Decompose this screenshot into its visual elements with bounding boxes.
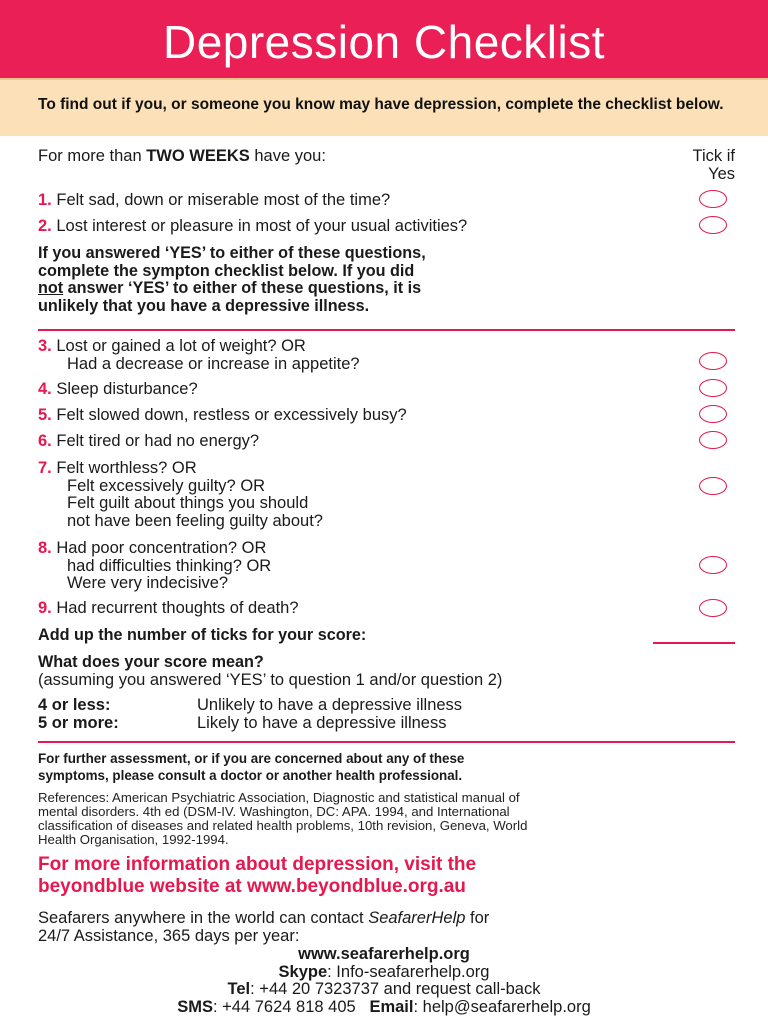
tick-circle-4[interactable] [699,379,727,397]
instruction-rest: answer ‘YES’ to either of these questions, it is [63,279,422,297]
question-text: Felt excessively guilty? OR [67,476,266,495]
tick-circle-6[interactable] [699,431,727,449]
score-meaning-heading: What does your score mean? [38,653,264,671]
question-text: Felt guilt about things you should [67,494,309,512]
question-text: Felt tired or had no energy? [56,432,260,450]
score-input-line[interactable] [653,642,735,644]
further-line: symptoms, please consult a doctor or another health professional. [38,768,463,783]
question-text: Sleep disturbance? [56,380,198,398]
skype-value: : Info-seafarerhelp.org [327,962,490,981]
tick-circle-8[interactable] [699,556,727,574]
instruction-line: If you answered ‘YES’ to either of these questions, [38,244,426,262]
seafarers-text: Seafarers anywhere in the world can contact [38,909,369,927]
further-assessment [38,750,738,784]
email-label: Email [369,997,414,1016]
tel-label: Tel [227,980,251,998]
reference-line: classification of diseases and related health problems, 10th revision, Geneva, World [38,818,528,833]
score-range-label: 5 or more: [38,714,119,732]
score-meaning-note: (assuming you answered ‘YES’ to question 1 and/or question 2) [38,671,503,689]
symptom-3 [38,338,360,373]
section-divider [38,741,735,743]
question-text: Were very indecisive? [67,574,229,592]
score-range-desc: Unlikely to have a depressive illness [197,696,463,714]
question-text: Lost interest or pleasure in most of your usual activities? [56,217,468,235]
contact-block [0,946,768,1016]
score-range-desc: Likely to have a depressive illness [197,714,447,732]
seafarers-text: 24/7 Assistance, 365 days per year: [38,926,300,945]
question-number: 4. [38,380,52,398]
symptom-5 [38,407,407,425]
question-text: Felt sad, down or miserable most of the time? [56,191,391,209]
instruction-line [38,280,738,298]
email-value[interactable]: : help@seafarerhelp.org [413,997,591,1016]
prompt-text-end: have you: [249,147,326,165]
page-title: Depression Checklist [162,16,606,68]
question-text: Had poor concentration? OR [56,539,267,557]
section-divider [38,329,735,331]
seafarerhelp-name: SeafarerHelp [368,909,466,927]
question-text: Had a decrease or increase in appetite? [67,354,360,373]
score-range-1 [38,697,462,715]
reference-line: References: American Psychiatric Association, Diagnostic and statistical manual of [38,790,520,805]
question-text: Lost or gained a lot of weight? OR [56,337,306,355]
question-number: 3. [38,337,52,355]
score-range-label: 4 or less: [38,696,111,714]
symptom-9 [38,600,299,618]
references [38,791,748,847]
question-number: 8. [38,539,52,557]
instruction-underlined: not [38,279,64,297]
more-info-line: For more information about depression, visit the [38,854,477,875]
tick-circle-2[interactable] [699,216,727,234]
skype-label: Skype [278,962,328,981]
tick-header-line: Tick if [692,147,735,165]
symptom-7 [38,460,323,530]
instruction-line: complete the sympton checklist below. If you did [38,261,415,280]
tick-circle-3[interactable] [699,352,727,370]
score-range-2 [38,715,446,733]
sms-label: SMS [177,997,213,1016]
sms-value: : +44 7624 818 405 [213,997,356,1016]
tick-circle-7[interactable] [699,477,727,495]
reference-line: Health Organisation, 1992-1994. [38,832,229,847]
prompt-emphasis: TWO WEEKS [146,147,250,165]
question-number: 5. [38,406,52,424]
question-prompt [38,148,326,166]
question-number: 2. [38,217,52,235]
question-2 [38,218,467,236]
prompt-text: For more than [38,147,147,165]
question-number: 9. [38,599,52,617]
question-text: Had recurrent thoughts of death? [56,599,299,617]
more-info [38,854,758,898]
tick-circle-1[interactable] [699,190,727,208]
tick-circle-9[interactable] [699,599,727,617]
further-line: For further assessment, or if you are concerned about any of these [38,751,465,766]
symptom-4 [38,381,198,399]
intro-text: To find out if you, or someone you know may have depression, complete the checklist below. [38,96,724,113]
instruction-block [38,245,738,315]
tel-value: : +44 20 7323737 and request call-back [250,980,541,998]
seafarers-text: for [465,909,490,927]
symptom-6 [38,433,259,451]
question-number: 1. [38,191,52,209]
seafarers-website-link[interactable]: www.seafarerhelp.org [298,945,470,963]
tick-circle-5[interactable] [699,405,727,423]
instruction-line: unlikely that you have a depressive illness. [38,296,370,315]
tick-header-line: Yes [708,164,735,183]
question-text: had difficulties thinking? OR [67,556,272,575]
question-text: Felt worthless? OR [56,459,197,477]
question-text: Felt slowed down, restless or excessively busy? [56,406,407,424]
tick-column-header [660,148,735,183]
seafarers-info [38,910,758,945]
intro-band [0,78,768,136]
question-number: 6. [38,432,52,450]
symptom-8 [38,540,271,593]
question-text: not have been feeling guilty about? [67,511,323,530]
reference-line: mental disorders. 4th ed (DSM-IV. Washington, DC: APA. 1994, and International [38,804,510,819]
question-1 [38,192,390,210]
score-instruction: Add up the number of ticks for your score: [38,626,367,644]
question-number: 7. [38,459,52,477]
more-info-link[interactable]: beyondblue website at www.beyondblue.org.au [38,876,466,897]
